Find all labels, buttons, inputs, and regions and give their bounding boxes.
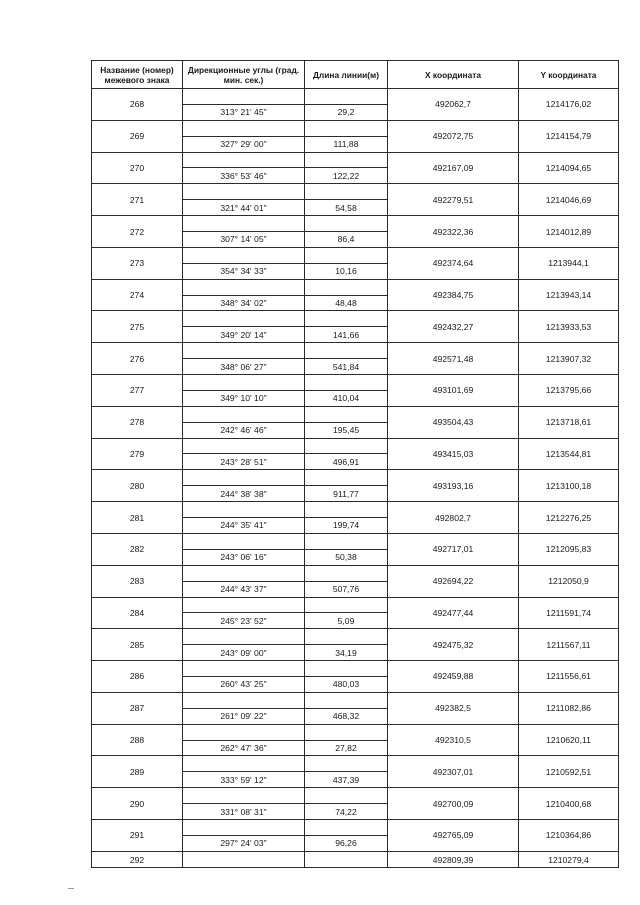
direction-angle-cell: 242° 46' 46" bbox=[183, 422, 305, 438]
point-row-top bbox=[92, 89, 619, 105]
y-coordinate-cell: 1214046,69 bbox=[519, 184, 619, 216]
length-cell-empty bbox=[305, 629, 388, 645]
y-coordinate-cell: 1213544,81 bbox=[519, 438, 619, 470]
point-name-cell: 288 bbox=[92, 724, 183, 756]
angle-cell-empty bbox=[183, 343, 305, 359]
angle-cell-empty bbox=[183, 533, 305, 549]
point-row-top bbox=[92, 788, 619, 804]
angle-cell-empty bbox=[183, 470, 305, 486]
point-name-cell: 277 bbox=[92, 375, 183, 407]
x-coordinate-cell: 492072,75 bbox=[388, 120, 519, 152]
header-point-name: Название (номер) межевого знака bbox=[92, 61, 183, 89]
line-length-cell: 27,82 bbox=[305, 740, 388, 756]
point-row-top bbox=[92, 692, 619, 708]
line-length-cell: 48,48 bbox=[305, 295, 388, 311]
direction-angle-cell: 349° 10' 10" bbox=[183, 390, 305, 406]
length-cell-empty bbox=[305, 375, 388, 391]
point-row-top bbox=[92, 819, 619, 835]
x-coordinate-cell: 492310,5 bbox=[388, 724, 519, 756]
y-coordinate-cell: 1212095,83 bbox=[519, 533, 619, 565]
length-cell-empty bbox=[305, 279, 388, 295]
y-coordinate-cell: 1210279,4 bbox=[519, 851, 619, 868]
line-length-cell: 195,45 bbox=[305, 422, 388, 438]
angle-cell-empty bbox=[183, 692, 305, 708]
point-name-cell: 275 bbox=[92, 311, 183, 343]
point-row-top bbox=[92, 533, 619, 549]
point-name-cell: 279 bbox=[92, 438, 183, 470]
point-name-cell: 286 bbox=[92, 661, 183, 693]
direction-angle-cell: 297° 24' 03" bbox=[183, 835, 305, 851]
point-row-top bbox=[92, 629, 619, 645]
x-coordinate-cell: 492809,39 bbox=[388, 851, 519, 868]
point-name-cell: 273 bbox=[92, 247, 183, 279]
point-row-top bbox=[92, 502, 619, 518]
point-name-cell: 272 bbox=[92, 216, 183, 248]
point-row-top bbox=[92, 184, 619, 200]
x-coordinate-cell: 493504,43 bbox=[388, 406, 519, 438]
direction-angle-cell: 333° 59' 12" bbox=[183, 772, 305, 788]
y-coordinate-cell: 1213907,32 bbox=[519, 343, 619, 375]
length-cell-empty bbox=[305, 788, 388, 804]
angle-cell-empty bbox=[183, 375, 305, 391]
line-length-cell: 96,26 bbox=[305, 835, 388, 851]
x-coordinate-cell: 492384,75 bbox=[388, 279, 519, 311]
boundary-coordinates-table bbox=[91, 60, 619, 868]
point-row-top bbox=[92, 152, 619, 168]
y-coordinate-cell: 1213795,66 bbox=[519, 375, 619, 407]
point-name-cell: 268 bbox=[92, 89, 183, 121]
x-coordinate-cell: 492477,44 bbox=[388, 597, 519, 629]
line-length-cell: 141,66 bbox=[305, 327, 388, 343]
line-length-cell: 507,76 bbox=[305, 581, 388, 597]
length-cell-empty bbox=[305, 152, 388, 168]
point-name-cell: 289 bbox=[92, 756, 183, 788]
direction-angle-cell: 244° 38' 38" bbox=[183, 486, 305, 502]
angle-cell-empty bbox=[183, 152, 305, 168]
direction-angle-cell: 262° 47' 36" bbox=[183, 740, 305, 756]
line-length-cell: 29,2 bbox=[305, 104, 388, 120]
direction-angle-cell: 313° 21' 45" bbox=[183, 104, 305, 120]
direction-angle-cell: 244° 35' 41" bbox=[183, 518, 305, 534]
x-coordinate-cell: 492717,01 bbox=[388, 533, 519, 565]
angle-cell-empty bbox=[183, 311, 305, 327]
point-row-top bbox=[92, 406, 619, 422]
line-length-cell: 122,22 bbox=[305, 168, 388, 184]
angle-cell-empty bbox=[183, 724, 305, 740]
x-coordinate-cell: 492167,09 bbox=[388, 152, 519, 184]
angle-cell-empty bbox=[183, 819, 305, 835]
point-row-top bbox=[92, 851, 619, 868]
point-name-cell: 291 bbox=[92, 819, 183, 851]
angle-cell-empty bbox=[183, 184, 305, 200]
point-row-top bbox=[92, 247, 619, 263]
point-row-top bbox=[92, 216, 619, 232]
direction-angle-cell: 261° 09' 22" bbox=[183, 708, 305, 724]
angle-cell-empty bbox=[183, 89, 305, 105]
header-direction-angle: Дирекционные углы (град. мин. сек.) bbox=[183, 61, 305, 89]
angle-cell-empty bbox=[183, 597, 305, 613]
line-length-cell: 496,91 bbox=[305, 454, 388, 470]
angle-cell-empty bbox=[183, 851, 305, 868]
length-cell-empty bbox=[305, 184, 388, 200]
point-name-cell: 287 bbox=[92, 692, 183, 724]
point-row-top bbox=[92, 279, 619, 295]
line-length-cell: 50,38 bbox=[305, 549, 388, 565]
y-coordinate-cell: 1211591,74 bbox=[519, 597, 619, 629]
direction-angle-cell: 321° 44' 01" bbox=[183, 200, 305, 216]
point-name-cell: 271 bbox=[92, 184, 183, 216]
length-cell-empty bbox=[305, 120, 388, 136]
x-coordinate-cell: 492432,27 bbox=[388, 311, 519, 343]
line-length-cell: 34,19 bbox=[305, 645, 388, 661]
direction-angle-cell: 331° 08' 31" bbox=[183, 804, 305, 820]
angle-cell-empty bbox=[183, 661, 305, 677]
direction-angle-cell: 336° 53' 46" bbox=[183, 168, 305, 184]
angle-cell-empty bbox=[183, 438, 305, 454]
angle-cell-empty bbox=[183, 629, 305, 645]
x-coordinate-cell: 492307,01 bbox=[388, 756, 519, 788]
y-coordinate-cell: 1213943,14 bbox=[519, 279, 619, 311]
x-coordinate-cell: 492374,64 bbox=[388, 247, 519, 279]
point-row-top bbox=[92, 311, 619, 327]
angle-cell-empty bbox=[183, 279, 305, 295]
header-y-coordinate: Y координата bbox=[519, 61, 619, 89]
length-cell-empty bbox=[305, 216, 388, 232]
point-name-cell: 274 bbox=[92, 279, 183, 311]
angle-cell-empty bbox=[183, 406, 305, 422]
point-name-cell: 281 bbox=[92, 502, 183, 534]
length-cell-empty bbox=[305, 565, 388, 581]
y-coordinate-cell: 1210400,68 bbox=[519, 788, 619, 820]
y-coordinate-cell: 1214176,02 bbox=[519, 89, 619, 121]
x-coordinate-cell: 493415,03 bbox=[388, 438, 519, 470]
y-coordinate-cell: 1211082,86 bbox=[519, 692, 619, 724]
length-cell-empty bbox=[305, 247, 388, 263]
y-coordinate-cell: 1213718,61 bbox=[519, 406, 619, 438]
line-length-cell: 480,03 bbox=[305, 676, 388, 692]
x-coordinate-cell: 492062,7 bbox=[388, 89, 519, 121]
y-coordinate-cell: 1213933,53 bbox=[519, 311, 619, 343]
header-line-length: Длина линии(м) bbox=[305, 61, 388, 89]
y-coordinate-cell: 1211567,11 bbox=[519, 629, 619, 661]
length-cell-empty bbox=[305, 406, 388, 422]
point-name-cell: 284 bbox=[92, 597, 183, 629]
direction-angle-cell: 348° 06' 27" bbox=[183, 359, 305, 375]
y-coordinate-cell: 1213944,1 bbox=[519, 247, 619, 279]
point-name-cell: 290 bbox=[92, 788, 183, 820]
length-cell-empty bbox=[305, 692, 388, 708]
point-row-top bbox=[92, 565, 619, 581]
point-row-top bbox=[92, 661, 619, 677]
y-coordinate-cell: 1210592,51 bbox=[519, 756, 619, 788]
x-coordinate-cell: 493193,16 bbox=[388, 470, 519, 502]
direction-angle-cell: 243° 09' 00" bbox=[183, 645, 305, 661]
x-coordinate-cell: 492322,36 bbox=[388, 216, 519, 248]
y-coordinate-cell: 1210620,11 bbox=[519, 724, 619, 756]
point-row-top bbox=[92, 470, 619, 486]
y-coordinate-cell: 1214094,65 bbox=[519, 152, 619, 184]
point-name-cell: 285 bbox=[92, 629, 183, 661]
x-coordinate-cell: 492571,48 bbox=[388, 343, 519, 375]
point-row-top bbox=[92, 438, 619, 454]
point-name-cell: 278 bbox=[92, 406, 183, 438]
y-coordinate-cell: 1212050,9 bbox=[519, 565, 619, 597]
header-x-coordinate: X координата bbox=[388, 61, 519, 89]
point-row-top bbox=[92, 375, 619, 391]
line-length-cell: 86,4 bbox=[305, 232, 388, 248]
line-length-cell: 5,09 bbox=[305, 613, 388, 629]
point-name-cell: 292 bbox=[92, 851, 183, 868]
direction-angle-cell: 244° 43' 37" bbox=[183, 581, 305, 597]
line-length-cell: 111,88 bbox=[305, 136, 388, 152]
length-cell-empty bbox=[305, 502, 388, 518]
length-cell-empty bbox=[305, 89, 388, 105]
point-row-top bbox=[92, 724, 619, 740]
angle-cell-empty bbox=[183, 788, 305, 804]
point-row-top bbox=[92, 120, 619, 136]
angle-cell-empty bbox=[183, 756, 305, 772]
y-coordinate-cell: 1210364,86 bbox=[519, 819, 619, 851]
length-cell-empty bbox=[305, 343, 388, 359]
point-row-top bbox=[92, 756, 619, 772]
line-length-cell: 10,16 bbox=[305, 263, 388, 279]
direction-angle-cell: 349° 20' 14" bbox=[183, 327, 305, 343]
direction-angle-cell: 245° 23' 52" bbox=[183, 613, 305, 629]
y-coordinate-cell: 1214012,89 bbox=[519, 216, 619, 248]
length-cell-empty bbox=[305, 533, 388, 549]
direction-angle-cell: 327° 29' 00" bbox=[183, 136, 305, 152]
scan-mark bbox=[68, 888, 74, 889]
x-coordinate-cell: 492459,88 bbox=[388, 661, 519, 693]
line-length-cell: 54,58 bbox=[305, 200, 388, 216]
y-coordinate-cell: 1211556,61 bbox=[519, 661, 619, 693]
direction-angle-cell: 348° 34' 02" bbox=[183, 295, 305, 311]
angle-cell-empty bbox=[183, 565, 305, 581]
y-coordinate-cell: 1214154,79 bbox=[519, 120, 619, 152]
table-body bbox=[92, 89, 619, 868]
length-cell-empty bbox=[305, 756, 388, 772]
point-row-top bbox=[92, 343, 619, 359]
x-coordinate-cell: 492765,09 bbox=[388, 819, 519, 851]
length-cell-empty bbox=[305, 819, 388, 835]
direction-angle-cell: 260° 43' 25" bbox=[183, 676, 305, 692]
length-cell-empty bbox=[305, 438, 388, 454]
line-length-cell: 74,22 bbox=[305, 804, 388, 820]
length-cell-empty bbox=[305, 724, 388, 740]
x-coordinate-cell: 492700,09 bbox=[388, 788, 519, 820]
x-coordinate-cell: 493101,69 bbox=[388, 375, 519, 407]
line-length-cell: 199,74 bbox=[305, 518, 388, 534]
direction-angle-cell: 243° 06' 16" bbox=[183, 549, 305, 565]
angle-cell-empty bbox=[183, 120, 305, 136]
line-length-cell: 911,77 bbox=[305, 486, 388, 502]
line-length-cell: 437,39 bbox=[305, 772, 388, 788]
x-coordinate-cell: 492382,5 bbox=[388, 692, 519, 724]
direction-angle-cell: 243° 28' 51" bbox=[183, 454, 305, 470]
y-coordinate-cell: 1213100,18 bbox=[519, 470, 619, 502]
point-name-cell: 270 bbox=[92, 152, 183, 184]
y-coordinate-cell: 1212276,25 bbox=[519, 502, 619, 534]
direction-angle-cell: 354° 34' 33" bbox=[183, 263, 305, 279]
line-length-cell: 468,32 bbox=[305, 708, 388, 724]
x-coordinate-cell: 492694,22 bbox=[388, 565, 519, 597]
angle-cell-empty bbox=[183, 502, 305, 518]
x-coordinate-cell: 492475,32 bbox=[388, 629, 519, 661]
line-length-cell: 410,04 bbox=[305, 390, 388, 406]
direction-angle-cell: 307° 14' 05" bbox=[183, 232, 305, 248]
length-cell-empty bbox=[305, 597, 388, 613]
angle-cell-empty bbox=[183, 247, 305, 263]
x-coordinate-cell: 492802,7 bbox=[388, 502, 519, 534]
length-cell-empty bbox=[305, 470, 388, 486]
x-coordinate-cell: 492279,51 bbox=[388, 184, 519, 216]
line-length-cell: 541,84 bbox=[305, 359, 388, 375]
angle-cell-empty bbox=[183, 216, 305, 232]
point-name-cell: 276 bbox=[92, 343, 183, 375]
length-cell-empty bbox=[305, 661, 388, 677]
point-name-cell: 283 bbox=[92, 565, 183, 597]
length-cell-empty bbox=[305, 851, 388, 868]
point-name-cell: 280 bbox=[92, 470, 183, 502]
table-header-row bbox=[92, 61, 619, 89]
point-name-cell: 269 bbox=[92, 120, 183, 152]
point-row-top bbox=[92, 597, 619, 613]
length-cell-empty bbox=[305, 311, 388, 327]
point-name-cell: 282 bbox=[92, 533, 183, 565]
